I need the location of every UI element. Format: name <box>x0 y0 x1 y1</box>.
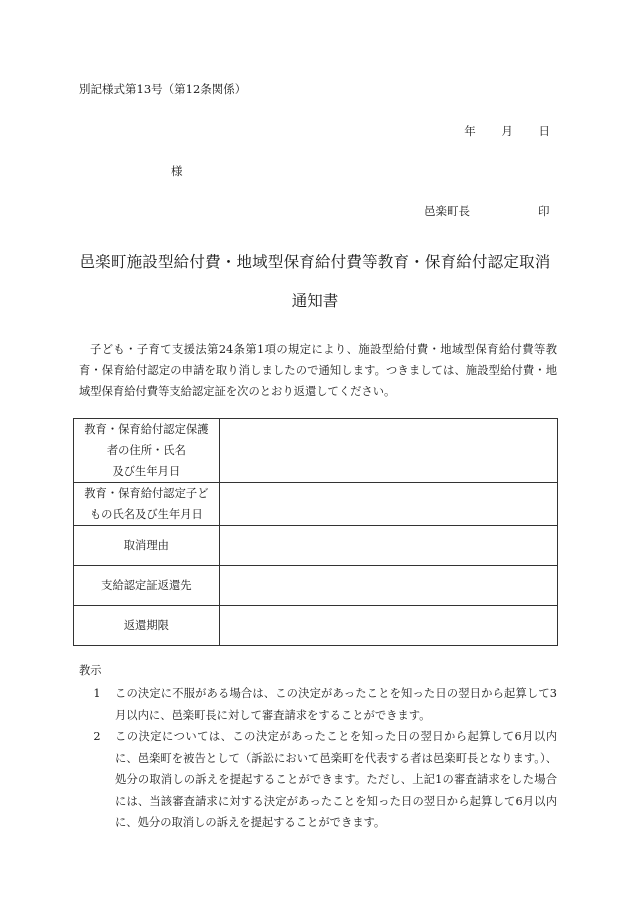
label-line: 返還期限 <box>123 619 169 632</box>
item-text: この決定については、この決定があったことを知った日の翌日から起算して6月以内に、邑楽町を被告として（訴訟において邑楽町を代表する者は邑楽町長となります。）、処分の取消しの訴えを提起することができます。ただし、上記1の審査請求をした場合には、当該審査請求に対する決定があったことを知った日の翌日から起算して6月以内に、処分の取消しの訴えを提起することができます。 <box>115 730 557 829</box>
date-year-label: 年 <box>464 124 476 138</box>
table-row <box>74 419 558 483</box>
label-line: 及び生年月日 <box>112 465 181 478</box>
notice-heading: 教示 <box>79 664 102 677</box>
item-number: 1 <box>93 687 101 700</box>
intro-paragraph: 子ども・子育て支援法第24条第1項の規定により、施設型給付費・地域型保育給付費等教育・保育給付認定の申請を取り消しましたので通知します。つきましては、施設型給付費・地域型保育給付費等支給認定証を次のとおり返還してください。 <box>79 343 557 398</box>
label-line: 支給認定証返還先 <box>101 579 192 592</box>
child-info-value <box>219 483 557 526</box>
label-line: もの氏名及び生年月日 <box>89 508 203 521</box>
date-day-label: 日 <box>538 124 550 138</box>
return-destination-value <box>219 566 557 606</box>
return-deadline-label <box>74 606 220 646</box>
list-item <box>79 683 557 726</box>
item-text: この決定に不服がある場合は、この決定があったことを知った日の翌日から起算して3月以内に、邑楽町長に対して審査請求をすることができます。 <box>115 687 557 722</box>
table-row <box>74 526 558 566</box>
document-title-line1: 邑楽町施設型給付費・地域型保育給付費等教育・保育給付認定取消 <box>79 253 551 271</box>
guardian-info-value <box>219 419 557 483</box>
item-number: 2 <box>93 730 101 743</box>
cancel-reason-label <box>74 526 220 566</box>
label-line: 者の住所・氏名 <box>106 444 186 457</box>
form-number: 別記様式第13号（第12条関係） <box>79 82 247 96</box>
label-line: 教育・保育給付認定子ど <box>84 487 209 500</box>
issue-date <box>464 123 550 139</box>
child-info-label <box>74 483 220 526</box>
list-item <box>79 726 557 834</box>
label-line: 教育・保育給付認定保護 <box>84 423 209 436</box>
table-row <box>74 483 558 526</box>
table-row <box>74 566 558 606</box>
addressee-suffix: 様 <box>171 164 183 178</box>
details-table <box>73 418 558 646</box>
cancel-reason-value <box>219 526 557 566</box>
notice-list <box>79 683 557 834</box>
return-destination-label <box>74 566 220 606</box>
document-title-line2: 通知書 <box>291 292 339 310</box>
issuer-name: 邑楽町長 <box>424 204 470 218</box>
date-month-label: 月 <box>501 124 513 138</box>
return-deadline-value <box>219 606 557 646</box>
seal-mark: 印 <box>538 204 550 218</box>
guardian-info-label <box>74 419 220 483</box>
label-line: 取消理由 <box>123 539 169 552</box>
table-row <box>74 606 558 646</box>
